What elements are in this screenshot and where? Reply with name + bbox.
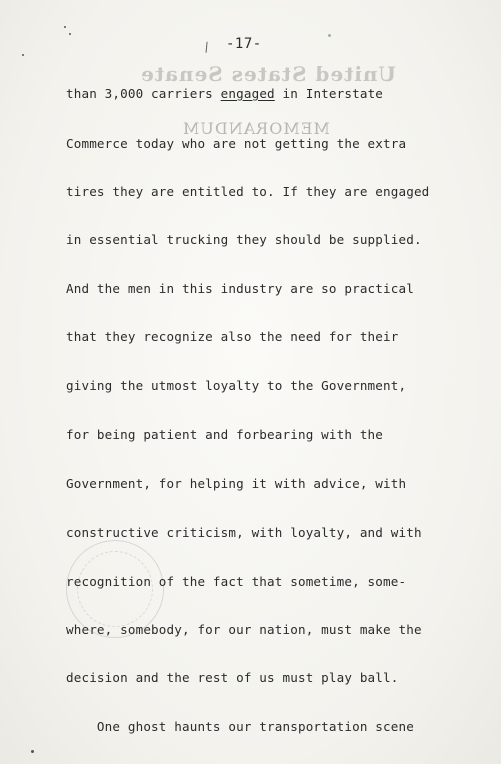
text-line-5: And the men in this industry are so practical: [66, 281, 414, 296]
text-line-13: decision and the rest of us must play ball.: [66, 670, 399, 685]
text-line-4: in essential trucking they should be supplied.: [66, 232, 422, 247]
margin-pencil-mark: /: [200, 39, 213, 55]
paper-speck: [69, 33, 71, 35]
text-line-3: tires they are entitled to. If they are engaged: [66, 184, 430, 199]
paper-speck: [31, 750, 34, 753]
page-number: -17-: [226, 36, 262, 52]
text-line-1-underlined-word: engaged: [220, 86, 275, 101]
memorandum-watermark: MEMORANDUM: [182, 119, 330, 138]
text-line-14: One ghost haunts our transportation scene: [66, 719, 414, 734]
text-line-2: Commerce today who are not getting the extra: [66, 136, 407, 151]
letterhead-watermark: United States Senate: [140, 62, 396, 86]
paper-speck: [22, 54, 24, 56]
paper-speck: [64, 26, 66, 28]
text-line-12: where, somebody, for our nation, must make the: [66, 622, 422, 637]
text-line-1-start: than 3,000 carriers: [66, 86, 221, 101]
text-line-9: Government, for helping it with advice, with: [66, 476, 407, 491]
text-line-11: recognition of the fact that sometime, some-: [66, 574, 407, 589]
text-line-6: that they recognize also the need for their: [66, 329, 399, 344]
text-line-10: constructive criticism, with loyalty, and with: [66, 525, 422, 540]
text-line-1: [66, 86, 383, 101]
text-line-7: giving the utmost loyalty to the Government,: [66, 378, 407, 393]
text-line-8: for being patient and forbearing with the: [66, 427, 384, 442]
paper-speck: [328, 34, 331, 37]
text-line-1-end: in Interstate: [274, 86, 384, 101]
